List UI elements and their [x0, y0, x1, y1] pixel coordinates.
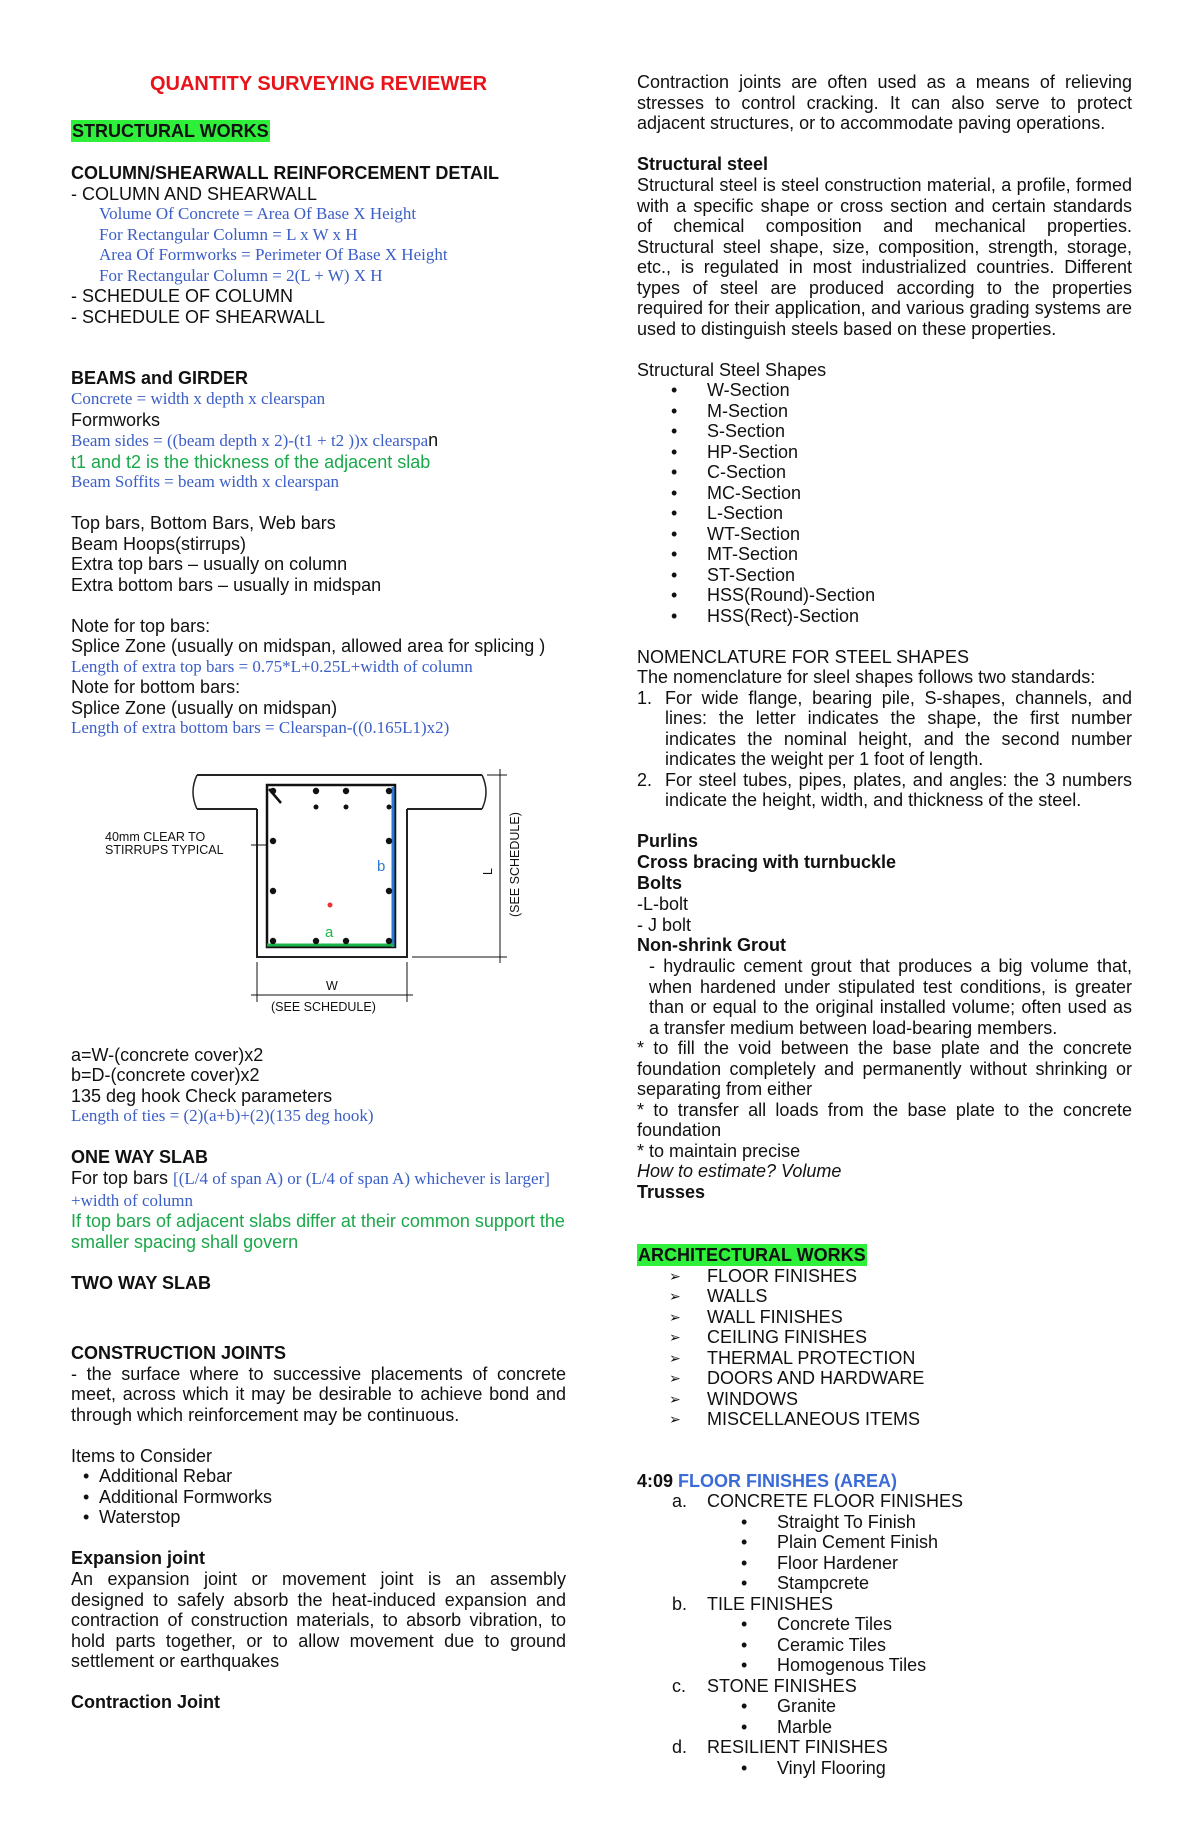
list-item	[637, 1594, 1132, 1676]
beams-concrete: Concrete = width x depth x clearspan	[71, 389, 326, 408]
right-column	[637, 72, 1132, 1778]
contraction-text: Contraction joints are often used as a means of relieving stresses to control cracking. It can also serve to protect adjacent structures, or to accommodate paving operations.	[637, 72, 1132, 133]
grout-use: * to transfer all loads from the base plate to the concrete foundation	[637, 1099, 1132, 1140]
list-item	[637, 1491, 1132, 1594]
ab-line: b=D-(concrete cover)x2	[71, 1065, 260, 1085]
column-schedule: - SCHEDULE OF COLUMN	[71, 286, 294, 306]
list-item	[637, 1676, 1132, 1738]
nomenclature-list	[637, 688, 1132, 811]
ab-line: 135 deg hook Check parameters	[71, 1085, 333, 1106]
one-way-heading: ONE WAY SLAB	[71, 1147, 209, 1167]
grout-use: * to fill the void between the base plate and the concrete foundation completely and permanently without shrinking or separating from either	[637, 1038, 1132, 1099]
construction-joints-text: - the surface where to successive placements of concrete meet, across which it may be desirable to achieve bond and through which reinforcement may be continuous.	[71, 1363, 566, 1425]
floor-heading-text: FLOOR FINISHES (AREA)	[678, 1470, 898, 1491]
length-top: Length of extra top bars = 0.75*L+0.25L+width of column	[71, 656, 473, 676]
bars-line: Extra top bars – usually on column	[71, 554, 348, 574]
list-item: • Additional Formworks	[71, 1487, 566, 1508]
column-formula: Area Of Formworks = Perimeter Of Base X Height	[99, 245, 448, 264]
nomenclature-item-1: For wide flange, bearing pile, S-shapes, channels, and lines: the letter indicates the shape, the first number indicates the nominal height, and the second number indicates the weight per 1 foot of length.	[665, 687, 1132, 769]
list-item: ➢ FLOOR FINISHES	[637, 1266, 1132, 1287]
one-way-note: If top bars of adjacent slabs differ at their common support the smaller spacing shall govern	[71, 1211, 565, 1252]
label-a: a	[325, 923, 334, 941]
beams-heading: BEAMS and GIRDER	[71, 368, 249, 388]
note-top: Note for top bars:	[71, 615, 211, 636]
list-item: ➢ MISCELLANEOUS ITEMS	[637, 1409, 1132, 1430]
length-bottom: Length of extra bottom bars = Clearspan-((0.165L1)x2)	[71, 718, 450, 737]
one-way-text	[71, 1168, 566, 1211]
steel-heading: Structural steel	[637, 154, 769, 174]
bars-line: Beam Hoops(stirrups)	[71, 533, 247, 554]
finishes-list	[637, 1491, 1132, 1778]
list-item: • Ceramic Tiles	[777, 1635, 1132, 1656]
trusses-heading: Trusses	[637, 1181, 706, 1202]
list-item: 1. For wide flange, bearing pile, S-shapes, channels, and lines: the letter indicates the shape, the first number indicates the nominal height, and the second number indicates the weight per 1 foot of length.	[637, 687, 1132, 769]
column-formula: Volume Of Concrete = Area Of Base X Height	[99, 204, 417, 223]
finish-letter: b.	[672, 1593, 688, 1614]
list-item: • Concrete Tiles	[777, 1614, 1132, 1635]
structural-works-heading: STRUCTURAL WORKS	[72, 121, 269, 141]
bolt-type: -L-bolt	[637, 894, 689, 914]
nomenclature-heading: NOMENCLATURE FOR STEEL SHAPES	[637, 646, 970, 667]
list-item: ➢ CEILING FINISHES	[637, 1327, 1132, 1348]
two-way-heading: TWO WAY SLAB	[71, 1272, 212, 1293]
list-item: • ST-Section	[637, 565, 1132, 586]
list-item: • S-Section	[637, 421, 1132, 442]
beam-section-diagram	[67, 757, 537, 1039]
shapes-list	[637, 380, 1132, 626]
one-way-for: For top bars	[71, 1168, 174, 1188]
beams-formworks: Formworks	[71, 409, 160, 430]
splice-top: Splice Zone (usually on midspan, allowed area for splicing )	[71, 636, 546, 656]
note-bottom: Note for bottom bars:	[71, 677, 241, 697]
beams-t1t2: t1 and t2 is the thickness of the adjacent slab	[71, 451, 431, 472]
list-item: • L-Section	[637, 503, 1132, 524]
finish-letter: c.	[672, 1675, 687, 1696]
list-item: • W-Section	[637, 380, 1132, 401]
construction-joints-heading: CONSTRUCTION JOINTS	[71, 1342, 287, 1363]
steel-text: Structural steel is steel construction material, a profile, formed with a specific shape or cross section and certain standards of chemical composition and mechanical properties. Structural steel shape, size, composition, strength, storage, etc., is regulated in most industrialized countries. Different types of steel are produced according to the properties required for their application, and various grading systems are used to distinguish steels based on these properties.	[637, 175, 1132, 339]
label-l: L	[481, 867, 495, 875]
label-w: W	[326, 978, 338, 993]
contraction-joint-heading: Contraction Joint	[71, 1692, 220, 1712]
list-item: • WT-Section	[637, 524, 1132, 545]
beams-sides-suffix: n	[428, 430, 439, 450]
list-item: • HSS(Round)-Section	[637, 585, 1132, 606]
list-item	[637, 1737, 1132, 1778]
list-item: • HSS(Rect)-Section	[637, 606, 1132, 627]
bars-line: Extra bottom bars – usually in midspan	[71, 574, 382, 595]
floor-finishes-heading	[637, 1471, 1132, 1492]
label-l-schedule: (SEE SCHEDULE)	[508, 811, 522, 917]
list-item: • Stampcrete	[777, 1573, 1132, 1594]
beams-sides-line	[71, 430, 566, 452]
list-item: • C-Section	[637, 462, 1132, 483]
list-item: • Floor Hardener	[777, 1553, 1132, 1574]
list-item: • M-Section	[637, 401, 1132, 422]
nomenclature-intro: The nomenclature for sleel shapes follows two standards:	[637, 667, 1096, 687]
nomenclature-item-2: For steel tubes, pipes, plates, and angles: the 3 numbers indicate the height, width, and thickness of the steel.	[665, 769, 1132, 810]
how-estimate: How to estimate? Volume	[637, 1161, 842, 1181]
list-item: • Vinyl Flooring	[777, 1758, 1132, 1779]
finish-name: TILE FINISHES	[707, 1593, 834, 1614]
list-item: • Granite	[777, 1696, 1132, 1717]
list-item: • MC-Section	[637, 483, 1132, 504]
label-b: b	[377, 857, 386, 875]
list-item: • Homogenous Tiles	[777, 1655, 1132, 1676]
list-item: • HP-Section	[637, 442, 1132, 463]
expansion-joint-text: An expansion joint or movement joint is an assembly designed to safely absorb the heat-induced expansion and contraction of construction materials, to absorb vibration, to hold parts together, or to allow movement due to ground settlement or earthquakes	[71, 1569, 566, 1671]
finish-letter: a.	[672, 1491, 688, 1511]
list-item: • Marble	[777, 1717, 1132, 1738]
list-item: ➢ WALL FINISHES	[637, 1307, 1132, 1328]
grout-heading: Non-shrink Grout	[637, 935, 786, 955]
one-way-formula: [(L/4 of span A) or (L/4 of span A) whichever is larger] +width of column	[71, 1169, 550, 1210]
list-item: • Straight To Finish	[777, 1512, 1132, 1533]
left-column	[71, 72, 566, 1713]
finish-name: CONCRETE FLOOR FINISHES	[707, 1491, 964, 1511]
items-consider: Items to Consider	[71, 1445, 213, 1466]
ab-line: a=W-(concrete cover)x2	[71, 1044, 264, 1065]
clear-label-1: 40mm CLEAR TO	[105, 829, 206, 844]
list-item: 2. For steel tubes, pipes, plates, and angles: the 3 numbers indicate the height, width, and thickness of the steel.	[637, 769, 1132, 810]
items-list	[71, 1466, 566, 1528]
grout-use: * to maintain precise	[637, 1140, 801, 1161]
shapes-heading: Structural Steel Shapes	[637, 359, 827, 380]
purlins-heading: Purlins	[637, 831, 699, 851]
beams-sides: Beam sides = ((beam depth x 2)-(t1 + t2 ))x clearspa	[71, 431, 429, 450]
length-ties: Length of ties = (2)(a+b)+(2)(135 deg hook)	[71, 1106, 374, 1125]
floor-number: 4:09	[637, 1470, 679, 1491]
page-title: QUANTITY SURVEYING REVIEWER	[149, 73, 488, 95]
splice-bottom: Splice Zone (usually on midspan)	[71, 697, 338, 718]
column-schedule: - SCHEDULE OF SHEARWALL	[71, 306, 326, 327]
list-item: • Waterstop	[71, 1507, 566, 1528]
list-item: • MT-Section	[637, 544, 1132, 565]
cross-bracing-heading: Cross bracing with turnbuckle	[637, 852, 897, 872]
finish-letter: d.	[672, 1737, 688, 1757]
column-heading: COLUMN/SHEARWALL REINFORCEMENT DETAIL	[71, 162, 499, 183]
beam-section-svg	[67, 757, 537, 1039]
column-line: - COLUMN AND SHEARWALL	[71, 183, 318, 204]
bars-line: Top bars, Bottom Bars, Web bars	[71, 513, 336, 533]
architectural-works-heading: ARCHITECTURAL WORKS	[638, 1244, 866, 1265]
clear-label-2: STIRRUPS TYPICAL	[105, 842, 224, 857]
bolt-type: - J bolt	[637, 914, 692, 935]
finish-name: STONE FINISHES	[707, 1675, 857, 1696]
label-w-schedule: (SEE SCHEDULE)	[271, 999, 376, 1014]
finish-name: RESILIENT FINISHES	[707, 1737, 888, 1757]
list-item: ➢ DOORS AND HARDWARE	[637, 1368, 1132, 1389]
list-item: ➢ WINDOWS	[637, 1389, 1132, 1410]
grout-text: - hydraulic cement grout that produces a big volume that, when hardened under stipulated test conditions, is greater than or equal to the original installed volume; often used as a transfer medium between load-bearing members.	[649, 956, 1132, 1038]
architectural-list	[637, 1266, 1132, 1430]
list-item: ➢ WALLS	[637, 1286, 1132, 1307]
list-item: • Plain Cement Finish	[777, 1532, 1132, 1553]
column-formula: For Rectangular Column = L x W x H	[99, 224, 358, 244]
list-item: ➢ THERMAL PROTECTION	[637, 1348, 1132, 1369]
list-item: • Additional Rebar	[71, 1466, 566, 1487]
column-formula: For Rectangular Column = 2(L + W) X H	[99, 265, 383, 285]
bolts-heading: Bolts	[637, 873, 682, 893]
expansion-joint-heading: Expansion joint	[71, 1548, 206, 1568]
beams-soffits: Beam Soffits = beam width x clearspan	[71, 472, 339, 491]
